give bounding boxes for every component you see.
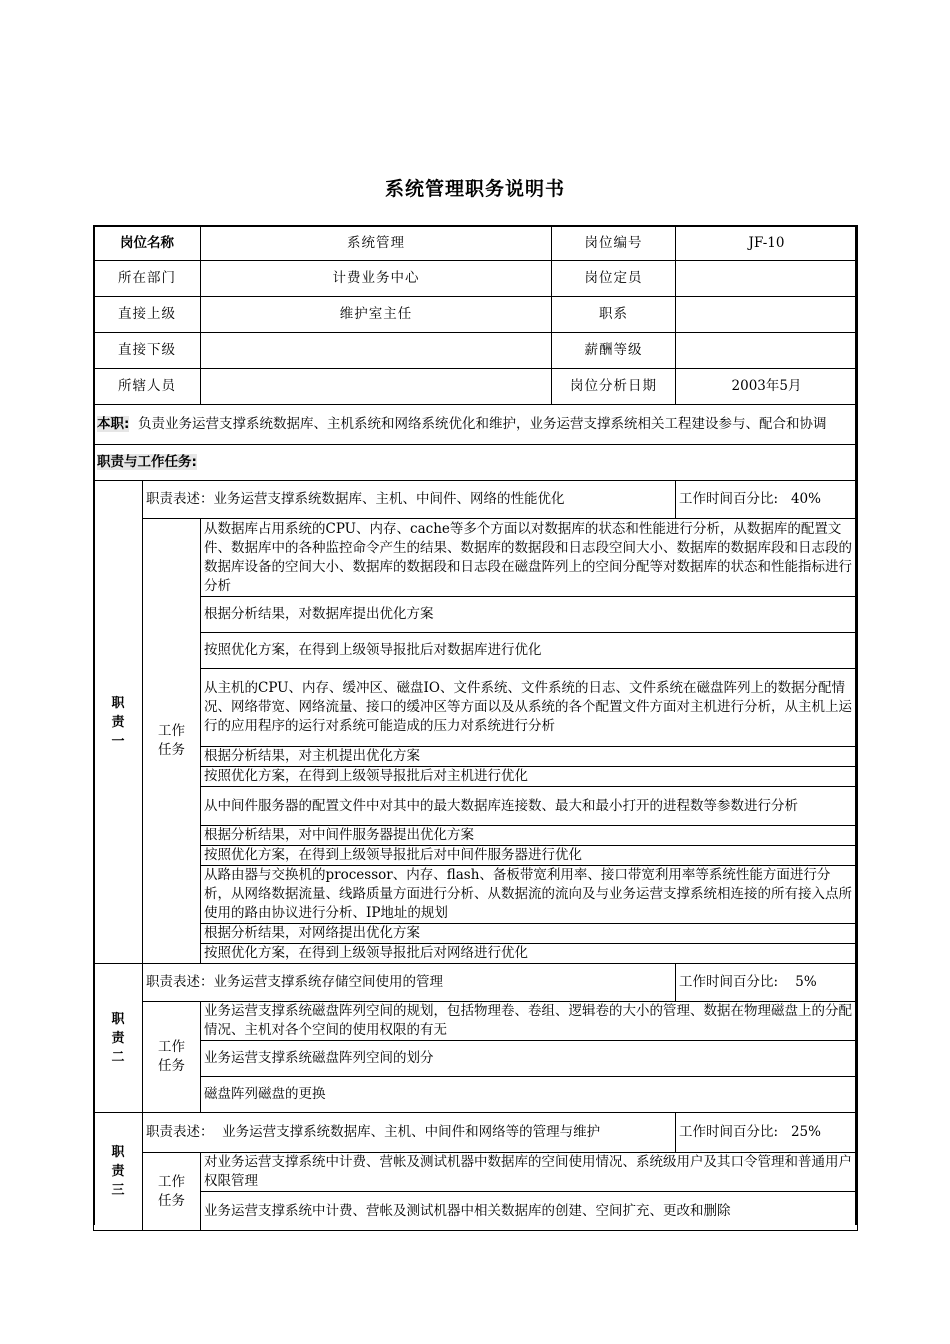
label-staff: 所辖人员 (94, 369, 201, 405)
task-item: 根据分析结果，对数据库提出优化方案 (201, 597, 858, 633)
task-item: 根据分析结果，对中间件服务器提出优化方案 (201, 826, 858, 846)
duties-heading-row (94, 445, 858, 481)
label-subordinate: 直接下级 (94, 333, 201, 369)
task-row (94, 787, 858, 826)
task-item: 对业务运营支撑系统中计费、营帐及测试机器中数据库的空间使用情况、系统级用户及其口令管理和普通用户权限管理 (201, 1153, 858, 1192)
task-row (94, 866, 858, 924)
value-salary-grade (676, 333, 858, 369)
task-row (94, 1041, 858, 1077)
task-row (94, 597, 858, 633)
task-row (94, 1077, 858, 1113)
task-item: 从主机的CPU、内存、缓冲区、磁盘IO、文件系统、文件系统的日志、文件系统在磁盘阵列上的数据分配情况、网络带宽、网络流量、接口的缓冲区等方面以及从系统的各个配置文件方面对主机进行分析，从主机上运行的应用程序的运行对系统可能造成的压力对系统进行分析 (201, 669, 858, 747)
duty-time-percent: 工作时间百分比: 40% (676, 481, 858, 519)
task-item: 按照优化方案，在得到上级领导报批后对网络进行优化 (201, 944, 858, 964)
page-title: 系统管理职务说明书 (384, 178, 565, 200)
task-label: 工作任务 (143, 519, 201, 964)
task-row (94, 633, 858, 669)
task-item: 业务运营支撑系统磁盘阵列空间的规划，包括物理卷、卷组、逻辑卷的大小的管理、数据在物理磁盘上的分配情况、主机对各个空间的使用权限的有无 (201, 1002, 858, 1041)
task-row (94, 924, 858, 944)
duty-label: 职责三 (94, 1113, 143, 1231)
task-row (94, 1192, 858, 1231)
value-subordinate (201, 333, 552, 369)
value-supervisor: 维护室主任 (201, 297, 552, 333)
task-item: 按照优化方案，在得到上级领导报批后对数据库进行优化 (201, 633, 858, 669)
task-row (94, 1153, 858, 1192)
label-analysis-date: 岗位分析日期 (552, 369, 676, 405)
summary-row (94, 405, 858, 445)
task-label: 工作任务 (143, 1002, 201, 1113)
task-item: 从路由器与交换机的processor、内存、flash、备板带宽利用率、接口带宽利用率等系统性能方面进行分析，从网络数据流量、线路质量方面进行分析、从数据流的流向及与业务运营支撑系统相连接的所有接入点所使用的路由协议进行分析、IP地址的规划 (201, 866, 858, 924)
value-analysis-date: 2003年5月 (676, 369, 858, 405)
duty-description-row (94, 964, 858, 1002)
task-item: 根据分析结果，对网络提出优化方案 (201, 924, 858, 944)
duty-time-percent: 工作时间百分比: 5% (676, 964, 858, 1002)
value-department: 计费业务中心 (201, 261, 552, 297)
duties-heading: 职责与工作任务: (97, 454, 197, 470)
summary-label: 本职: (97, 416, 130, 432)
duty-description-row (94, 1113, 858, 1153)
duty-time-percent: 工作时间百分比: 25% (676, 1113, 858, 1153)
header-row (94, 261, 858, 297)
task-item: 根据分析结果，对主机提出优化方案 (201, 747, 858, 767)
label-headcount: 岗位定员 (552, 261, 676, 297)
value-headcount (676, 261, 858, 297)
header-row (94, 297, 858, 333)
task-item: 从中间件服务器的配置文件中对其中的最大数据库连接数、最大和最小打开的进程数等参数进行分析 (201, 787, 858, 826)
job-description-table (93, 225, 858, 1231)
task-item: 按照优化方案，在得到上级领导报批后对主机进行优化 (201, 767, 858, 787)
task-row (94, 747, 858, 767)
duty-description-row (94, 481, 858, 519)
duty-description: 职责表述： 业务运营支撑系统数据库、主机、中间件和网络等的管理与维护 (143, 1113, 676, 1153)
label-department: 所在部门 (94, 261, 201, 297)
duty-description: 职责表述：业务运营支撑系统数据库、主机、中间件、网络的性能优化 (143, 481, 676, 519)
task-label: 工作任务 (143, 1153, 201, 1231)
label-position-code: 岗位编号 (552, 226, 676, 261)
value-staff (201, 369, 552, 405)
value-position-code: JF-10 (676, 226, 858, 261)
task-row (94, 669, 858, 747)
summary-cell (94, 405, 858, 445)
summary-text: 负责业务运营支撑系统数据库、主机系统和网络系统优化和维护，业务运营支撑系统相关工程建设参与、配合和协调 (138, 416, 827, 432)
task-item: 从数据库占用系统的CPU、内存、cache等多个方面以对数据库的状态和性能进行分析，从数据库的配置文件、数据库中的各种监控命令产生的结果、数据库的数据段和日志段空间大小、数据库的数据库段和日志段的数据库设备的空间大小、数据库的数据段和日志段在磁盘阵列上的空间分配等对数据库的状态和性能指标进行分析 (201, 519, 858, 597)
value-job-family (676, 297, 858, 333)
task-row (94, 846, 858, 866)
value-position-name: 系统管理 (201, 226, 552, 261)
task-item: 磁盘阵列磁盘的更换 (201, 1077, 858, 1113)
task-row (94, 767, 858, 787)
header-row (94, 333, 858, 369)
task-row (94, 1002, 858, 1041)
task-row (94, 519, 858, 597)
duty-label: 职责一 (94, 481, 143, 964)
label-supervisor: 直接上级 (94, 297, 201, 333)
label-position-name: 岗位名称 (94, 226, 201, 261)
task-row (94, 944, 858, 964)
duty-label: 职责二 (94, 964, 143, 1113)
task-row (94, 826, 858, 846)
header-row (94, 369, 858, 405)
duty-description: 职责表述：业务运营支撑系统存储空间使用的管理 (143, 964, 676, 1002)
task-item: 业务运营支撑系统磁盘阵列空间的划分 (201, 1041, 858, 1077)
task-item: 按照优化方案，在得到上级领导报批后对中间件服务器进行优化 (201, 846, 858, 866)
label-salary-grade: 薪酬等级 (552, 333, 676, 369)
duties-heading-cell (94, 445, 858, 481)
header-row (94, 226, 858, 261)
task-item: 业务运营支撑系统中计费、营帐及测试机器中相关数据库的创建、空间扩充、更改和删除 (201, 1192, 858, 1231)
label-job-family: 职系 (552, 297, 676, 333)
